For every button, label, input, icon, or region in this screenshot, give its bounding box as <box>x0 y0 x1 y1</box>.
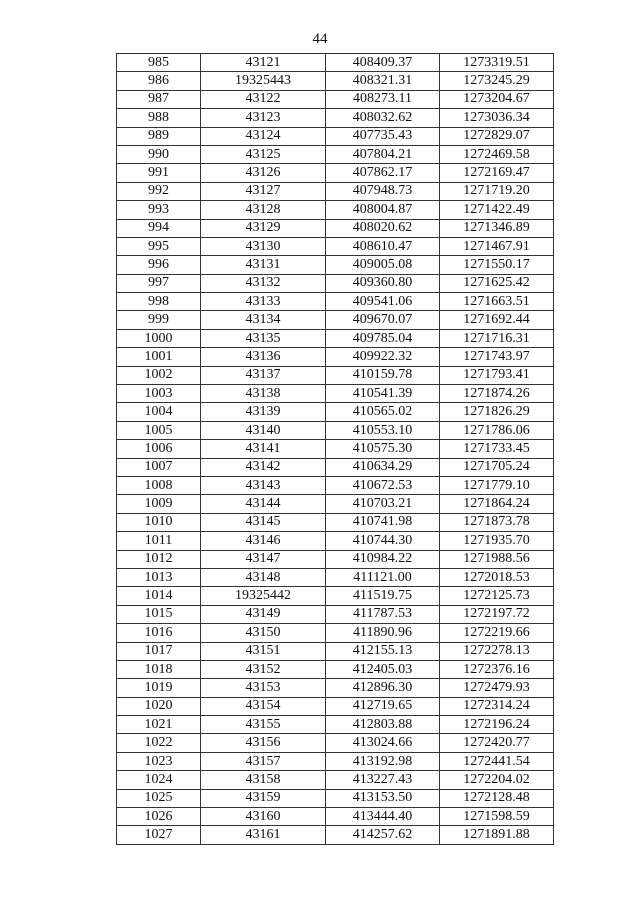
y-coordinate-cell: 1272420.77 <box>440 734 554 752</box>
table-row <box>117 771 554 789</box>
table-row <box>117 72 554 90</box>
parcel-id-cell: 43139 <box>201 403 326 421</box>
y-coordinate-cell: 1272219.66 <box>440 624 554 642</box>
table-row <box>117 311 554 329</box>
y-coordinate-cell: 1271935.70 <box>440 532 554 550</box>
y-coordinate-cell: 1271716.31 <box>440 329 554 347</box>
parcel-id-cell: 43147 <box>201 550 326 568</box>
point-number-cell: 995 <box>117 237 201 255</box>
x-coordinate-cell: 409922.32 <box>326 348 440 366</box>
coordinates-table-body <box>117 54 554 845</box>
x-coordinate-cell: 410703.21 <box>326 495 440 513</box>
parcel-id-cell: 43130 <box>201 237 326 255</box>
parcel-id-cell: 43150 <box>201 624 326 642</box>
parcel-id-cell: 43127 <box>201 182 326 200</box>
parcel-id-cell: 43148 <box>201 568 326 586</box>
point-number-cell: 1020 <box>117 697 201 715</box>
table-row <box>117 568 554 586</box>
table-row <box>117 605 554 623</box>
y-coordinate-cell: 1272278.13 <box>440 642 554 660</box>
point-number-cell: 1014 <box>117 587 201 605</box>
point-number-cell: 1008 <box>117 476 201 494</box>
table-row <box>117 237 554 255</box>
x-coordinate-cell: 408610.47 <box>326 237 440 255</box>
parcel-id-cell: 43143 <box>201 476 326 494</box>
y-coordinate-cell: 1272829.07 <box>440 127 554 145</box>
x-coordinate-cell: 409005.08 <box>326 256 440 274</box>
y-coordinate-cell: 1272469.58 <box>440 145 554 163</box>
x-coordinate-cell: 407735.43 <box>326 127 440 145</box>
y-coordinate-cell: 1271422.49 <box>440 201 554 219</box>
table-row <box>117 109 554 127</box>
y-coordinate-cell: 1271467.91 <box>440 237 554 255</box>
parcel-id-cell: 43131 <box>201 256 326 274</box>
x-coordinate-cell: 413227.43 <box>326 771 440 789</box>
y-coordinate-cell: 1271793.41 <box>440 366 554 384</box>
table-row <box>117 476 554 494</box>
x-coordinate-cell: 410565.02 <box>326 403 440 421</box>
parcel-id-cell: 43123 <box>201 109 326 127</box>
x-coordinate-cell: 408020.62 <box>326 219 440 237</box>
point-number-cell: 1010 <box>117 513 201 531</box>
point-number-cell: 988 <box>117 109 201 127</box>
x-coordinate-cell: 408032.62 <box>326 109 440 127</box>
parcel-id-cell: 43157 <box>201 752 326 770</box>
table-row <box>117 385 554 403</box>
y-coordinate-cell: 1273245.29 <box>440 72 554 90</box>
parcel-id-cell: 43161 <box>201 826 326 844</box>
point-number-cell: 999 <box>117 311 201 329</box>
point-number-cell: 1003 <box>117 385 201 403</box>
x-coordinate-cell: 409785.04 <box>326 329 440 347</box>
table-row <box>117 201 554 219</box>
y-coordinate-cell: 1272018.53 <box>440 568 554 586</box>
y-coordinate-cell: 1271625.42 <box>440 274 554 292</box>
x-coordinate-cell: 413444.40 <box>326 808 440 826</box>
point-number-cell: 1022 <box>117 734 201 752</box>
x-coordinate-cell: 408273.11 <box>326 90 440 108</box>
parcel-id-cell: 43144 <box>201 495 326 513</box>
y-coordinate-cell: 1271864.24 <box>440 495 554 513</box>
parcel-id-cell: 43132 <box>201 274 326 292</box>
page-number: 44 <box>312 31 328 47</box>
x-coordinate-cell: 410541.39 <box>326 385 440 403</box>
table-row <box>117 642 554 660</box>
point-number-cell: 994 <box>117 219 201 237</box>
y-coordinate-cell: 1272125.73 <box>440 587 554 605</box>
table-row <box>117 458 554 476</box>
x-coordinate-cell: 407948.73 <box>326 182 440 200</box>
table-row <box>117 752 554 770</box>
parcel-id-cell: 43129 <box>201 219 326 237</box>
parcel-id-cell: 43153 <box>201 679 326 697</box>
table-row <box>117 293 554 311</box>
x-coordinate-cell: 410744.30 <box>326 532 440 550</box>
point-number-cell: 989 <box>117 127 201 145</box>
parcel-id-cell: 43134 <box>201 311 326 329</box>
point-number-cell: 1012 <box>117 550 201 568</box>
point-number-cell: 1023 <box>117 752 201 770</box>
y-coordinate-cell: 1272376.16 <box>440 660 554 678</box>
parcel-id-cell: 43146 <box>201 532 326 550</box>
point-number-cell: 992 <box>117 182 201 200</box>
x-coordinate-cell: 412155.13 <box>326 642 440 660</box>
y-coordinate-cell: 1271743.97 <box>440 348 554 366</box>
point-number-cell: 1004 <box>117 403 201 421</box>
table-row <box>117 513 554 531</box>
x-coordinate-cell: 411787.53 <box>326 605 440 623</box>
table-row <box>117 495 554 513</box>
x-coordinate-cell: 413024.66 <box>326 734 440 752</box>
point-number-cell: 991 <box>117 164 201 182</box>
x-coordinate-cell: 410634.29 <box>326 458 440 476</box>
y-coordinate-cell: 1272204.02 <box>440 771 554 789</box>
x-coordinate-cell: 411890.96 <box>326 624 440 642</box>
parcel-id-cell: 43128 <box>201 201 326 219</box>
table-row <box>117 826 554 844</box>
point-number-cell: 1013 <box>117 568 201 586</box>
point-number-cell: 993 <box>117 201 201 219</box>
parcel-id-cell: 43124 <box>201 127 326 145</box>
x-coordinate-cell: 412896.30 <box>326 679 440 697</box>
table-row <box>117 716 554 734</box>
x-coordinate-cell: 411121.00 <box>326 568 440 586</box>
y-coordinate-cell: 1271786.06 <box>440 421 554 439</box>
coordinates-table <box>116 53 554 845</box>
point-number-cell: 1001 <box>117 348 201 366</box>
point-number-cell: 998 <box>117 293 201 311</box>
parcel-id-cell: 19325443 <box>201 72 326 90</box>
table-row <box>117 624 554 642</box>
x-coordinate-cell: 412405.03 <box>326 660 440 678</box>
y-coordinate-cell: 1272314.24 <box>440 697 554 715</box>
y-coordinate-cell: 1273036.34 <box>440 109 554 127</box>
table-row <box>117 550 554 568</box>
parcel-id-cell: 43151 <box>201 642 326 660</box>
table-row <box>117 274 554 292</box>
parcel-id-cell: 43155 <box>201 716 326 734</box>
table-row <box>117 403 554 421</box>
table-row <box>117 587 554 605</box>
x-coordinate-cell: 408004.87 <box>326 201 440 219</box>
parcel-id-cell: 43141 <box>201 440 326 458</box>
parcel-id-cell: 43122 <box>201 90 326 108</box>
x-coordinate-cell: 410741.98 <box>326 513 440 531</box>
parcel-id-cell: 43154 <box>201 697 326 715</box>
table-row <box>117 329 554 347</box>
point-number-cell: 996 <box>117 256 201 274</box>
x-coordinate-cell: 410553.10 <box>326 421 440 439</box>
parcel-id-cell: 43145 <box>201 513 326 531</box>
parcel-id-cell: 43158 <box>201 771 326 789</box>
parcel-id-cell: 19325442 <box>201 587 326 605</box>
parcel-id-cell: 43136 <box>201 348 326 366</box>
table-row <box>117 90 554 108</box>
y-coordinate-cell: 1271550.17 <box>440 256 554 274</box>
table-row <box>117 679 554 697</box>
point-number-cell: 1027 <box>117 826 201 844</box>
y-coordinate-cell: 1271779.10 <box>440 476 554 494</box>
x-coordinate-cell: 407862.17 <box>326 164 440 182</box>
point-number-cell: 1007 <box>117 458 201 476</box>
x-coordinate-cell: 409670.07 <box>326 311 440 329</box>
parcel-id-cell: 43138 <box>201 385 326 403</box>
y-coordinate-cell: 1272197.72 <box>440 605 554 623</box>
parcel-id-cell: 43140 <box>201 421 326 439</box>
y-coordinate-cell: 1271873.78 <box>440 513 554 531</box>
table-row <box>117 660 554 678</box>
table-row <box>117 440 554 458</box>
table-row <box>117 789 554 807</box>
table-row <box>117 697 554 715</box>
parcel-id-cell: 43137 <box>201 366 326 384</box>
x-coordinate-cell: 408409.37 <box>326 54 440 72</box>
parcel-id-cell: 43126 <box>201 164 326 182</box>
y-coordinate-cell: 1271826.29 <box>440 403 554 421</box>
point-number-cell: 1016 <box>117 624 201 642</box>
x-coordinate-cell: 411519.75 <box>326 587 440 605</box>
point-number-cell: 1005 <box>117 421 201 439</box>
parcel-id-cell: 43135 <box>201 329 326 347</box>
y-coordinate-cell: 1271346.89 <box>440 219 554 237</box>
point-number-cell: 987 <box>117 90 201 108</box>
parcel-id-cell: 43149 <box>201 605 326 623</box>
point-number-cell: 1025 <box>117 789 201 807</box>
point-number-cell: 990 <box>117 145 201 163</box>
y-coordinate-cell: 1271663.51 <box>440 293 554 311</box>
point-number-cell: 1006 <box>117 440 201 458</box>
table-row <box>117 348 554 366</box>
y-coordinate-cell: 1272196.24 <box>440 716 554 734</box>
table-row <box>117 127 554 145</box>
x-coordinate-cell: 413153.50 <box>326 789 440 807</box>
x-coordinate-cell: 412719.65 <box>326 697 440 715</box>
x-coordinate-cell: 413192.98 <box>326 752 440 770</box>
parcel-id-cell: 43159 <box>201 789 326 807</box>
table-row <box>117 808 554 826</box>
x-coordinate-cell: 410575.30 <box>326 440 440 458</box>
point-number-cell: 986 <box>117 72 201 90</box>
x-coordinate-cell: 409541.06 <box>326 293 440 311</box>
point-number-cell: 1009 <box>117 495 201 513</box>
point-number-cell: 1021 <box>117 716 201 734</box>
table-row <box>117 734 554 752</box>
table-row <box>117 219 554 237</box>
parcel-id-cell: 43142 <box>201 458 326 476</box>
x-coordinate-cell: 409360.80 <box>326 274 440 292</box>
point-number-cell: 1018 <box>117 660 201 678</box>
y-coordinate-cell: 1272441.54 <box>440 752 554 770</box>
y-coordinate-cell: 1272479.93 <box>440 679 554 697</box>
x-coordinate-cell: 408321.31 <box>326 72 440 90</box>
x-coordinate-cell: 407804.21 <box>326 145 440 163</box>
point-number-cell: 1019 <box>117 679 201 697</box>
point-number-cell: 1024 <box>117 771 201 789</box>
x-coordinate-cell: 412803.88 <box>326 716 440 734</box>
y-coordinate-cell: 1271705.24 <box>440 458 554 476</box>
point-number-cell: 1015 <box>117 605 201 623</box>
table-row <box>117 145 554 163</box>
parcel-id-cell: 43152 <box>201 660 326 678</box>
table-row <box>117 182 554 200</box>
parcel-id-cell: 43160 <box>201 808 326 826</box>
point-number-cell: 985 <box>117 54 201 72</box>
table-row <box>117 532 554 550</box>
parcel-id-cell: 43125 <box>201 145 326 163</box>
x-coordinate-cell: 410984.22 <box>326 550 440 568</box>
y-coordinate-cell: 1271719.20 <box>440 182 554 200</box>
table-row <box>117 366 554 384</box>
y-coordinate-cell: 1273204.67 <box>440 90 554 108</box>
y-coordinate-cell: 1271874.26 <box>440 385 554 403</box>
table-row <box>117 256 554 274</box>
point-number-cell: 1026 <box>117 808 201 826</box>
point-number-cell: 1002 <box>117 366 201 384</box>
table-row <box>117 54 554 72</box>
x-coordinate-cell: 410159.78 <box>326 366 440 384</box>
y-coordinate-cell: 1271692.44 <box>440 311 554 329</box>
x-coordinate-cell: 410672.53 <box>326 476 440 494</box>
y-coordinate-cell: 1271598.59 <box>440 808 554 826</box>
y-coordinate-cell: 1271988.56 <box>440 550 554 568</box>
y-coordinate-cell: 1271891.88 <box>440 826 554 844</box>
parcel-id-cell: 43156 <box>201 734 326 752</box>
y-coordinate-cell: 1272128.48 <box>440 789 554 807</box>
point-number-cell: 997 <box>117 274 201 292</box>
x-coordinate-cell: 414257.62 <box>326 826 440 844</box>
y-coordinate-cell: 1273319.51 <box>440 54 554 72</box>
parcel-id-cell: 43133 <box>201 293 326 311</box>
table-row <box>117 164 554 182</box>
point-number-cell: 1011 <box>117 532 201 550</box>
table-row <box>117 421 554 439</box>
y-coordinate-cell: 1272169.47 <box>440 164 554 182</box>
y-coordinate-cell: 1271733.45 <box>440 440 554 458</box>
point-number-cell: 1017 <box>117 642 201 660</box>
parcel-id-cell: 43121 <box>201 54 326 72</box>
point-number-cell: 1000 <box>117 329 201 347</box>
